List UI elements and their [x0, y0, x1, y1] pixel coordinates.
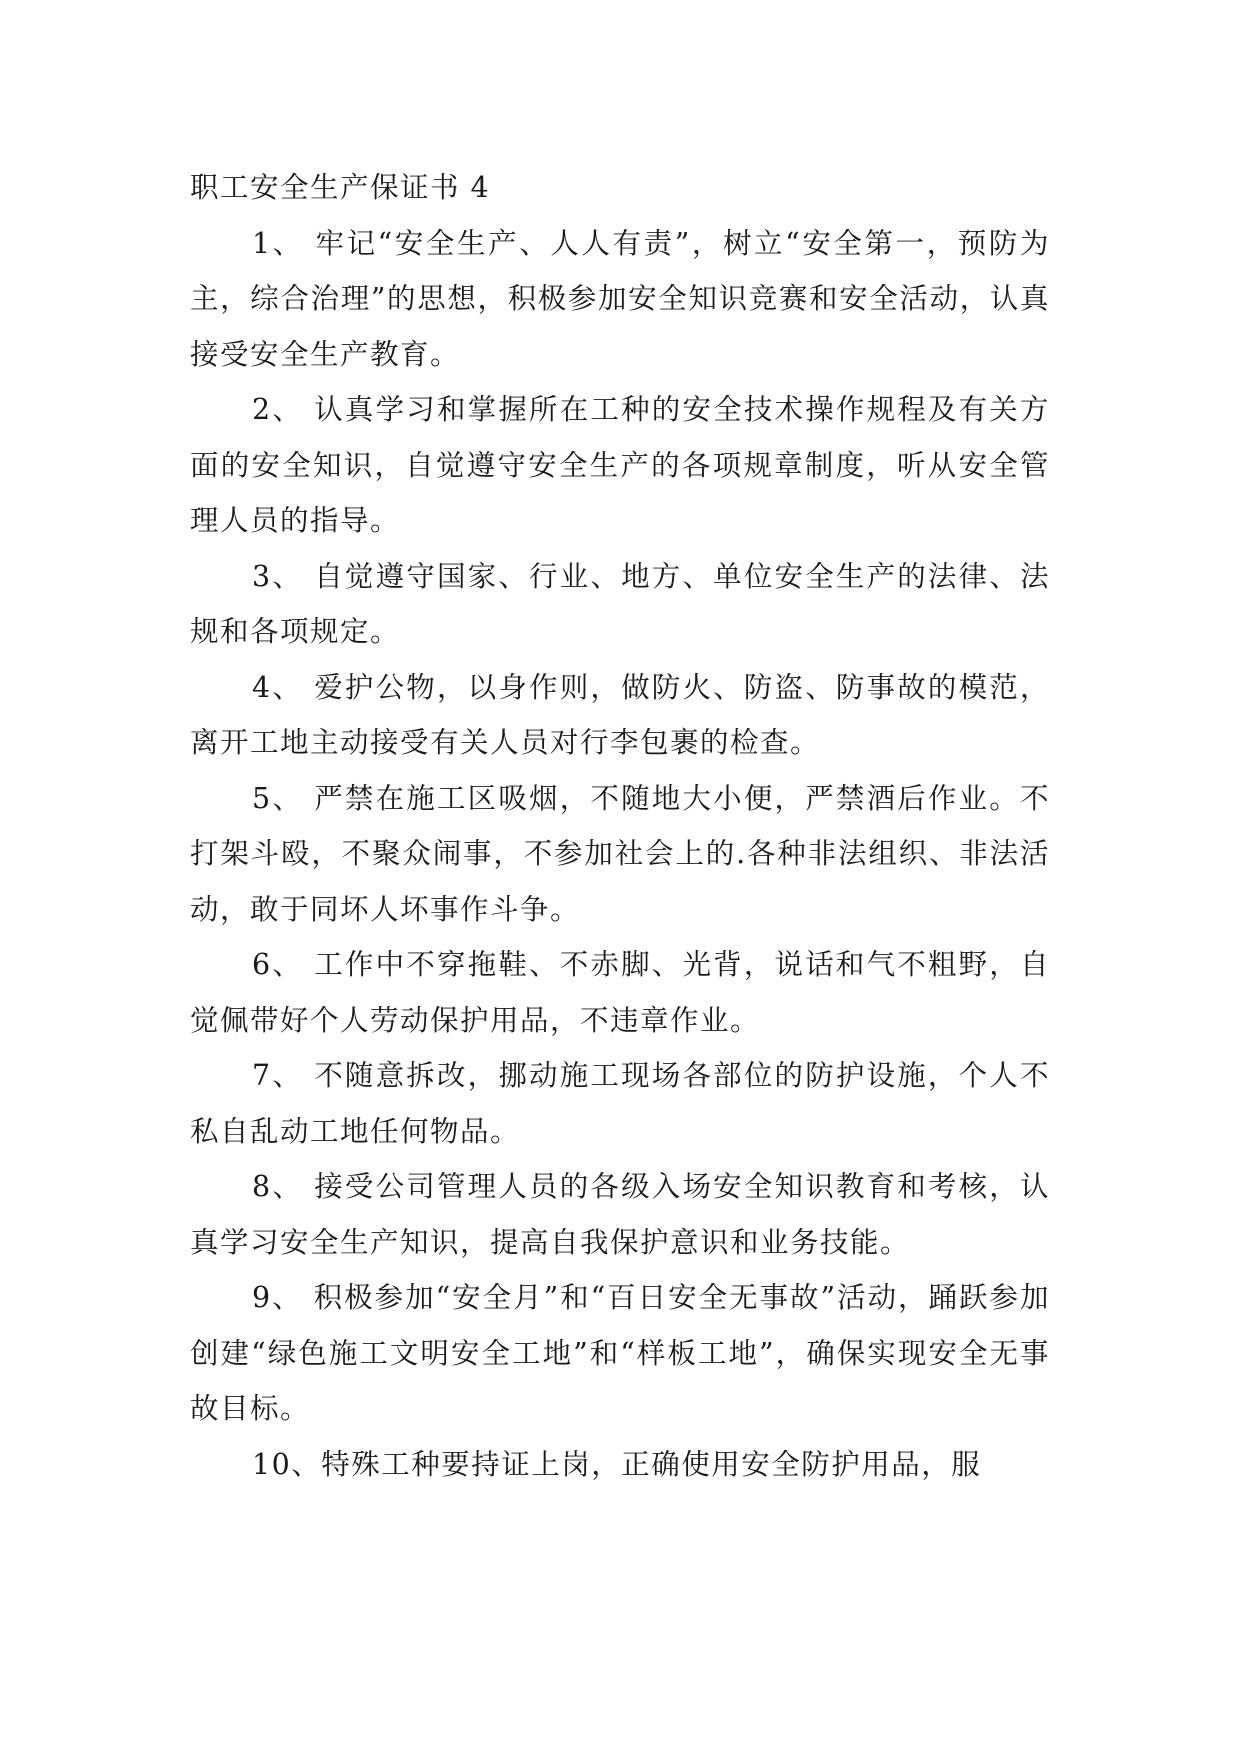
- document-title: 职工安全生产保证书 4: [190, 171, 491, 204]
- list-item: 6、 工作中不穿拖鞋、不赤脚、光背，说话和气不粗野，自觉佩带好个人劳动保护用品，不违章作业。: [190, 948, 1050, 1037]
- list-item: 8、 接受公司管理人员的各级入场安全知识教育和考核，认真学习安全生产知识，提高自我保护意识和业务技能。: [190, 1170, 1050, 1259]
- list-item: 9、 积极参加“安全月”和“百日安全无事故”活动，踊跃参加创建“绿色施工文明安全工地”和“样板工地”，确保实现安全无事故目标。: [190, 1281, 1050, 1425]
- list-item: 5、 严禁在施工区吸烟，不随地大小便，严禁酒后作业。不打架斗殴，不聚众闹事，不参加社会上的.各种非法组织、非法活动，敢于同坏人坏事作斗争。: [190, 781, 1050, 926]
- list-item: 10、特殊工种要持证上岗，正确使用安全防护用品，服: [252, 1447, 982, 1481]
- list-item: 2、 认真学习和掌握所在工种的安全技术操作规程及有关方面的安全知识，自觉遵守安全生产的各项规章制度，听从安全管理人员的指导。: [190, 393, 1050, 537]
- list-item: 4、 爱护公物，以身作则，做防火、防盗、防事故的模范，离开工地主动接受有关人员对行李包裹的检查。: [190, 670, 1050, 759]
- list-item: 7、 不随意拆改，挪动施工现场各部位的防护设施，个人不私自乱动工地任何物品。: [190, 1059, 1050, 1148]
- document-body: [190, 160, 1050, 1492]
- list-item: 3、 自觉遵守国家、行业、地方、单位安全生产的法律、法规和各项规定。: [190, 559, 1050, 648]
- list-item: 1、 牢记“安全生产、人人有责”，树立“安全第一，预防为主，综合治理”的思想，积极参加安全知识竞赛和安全活动，认真接受安全生产教育。: [190, 226, 1050, 371]
